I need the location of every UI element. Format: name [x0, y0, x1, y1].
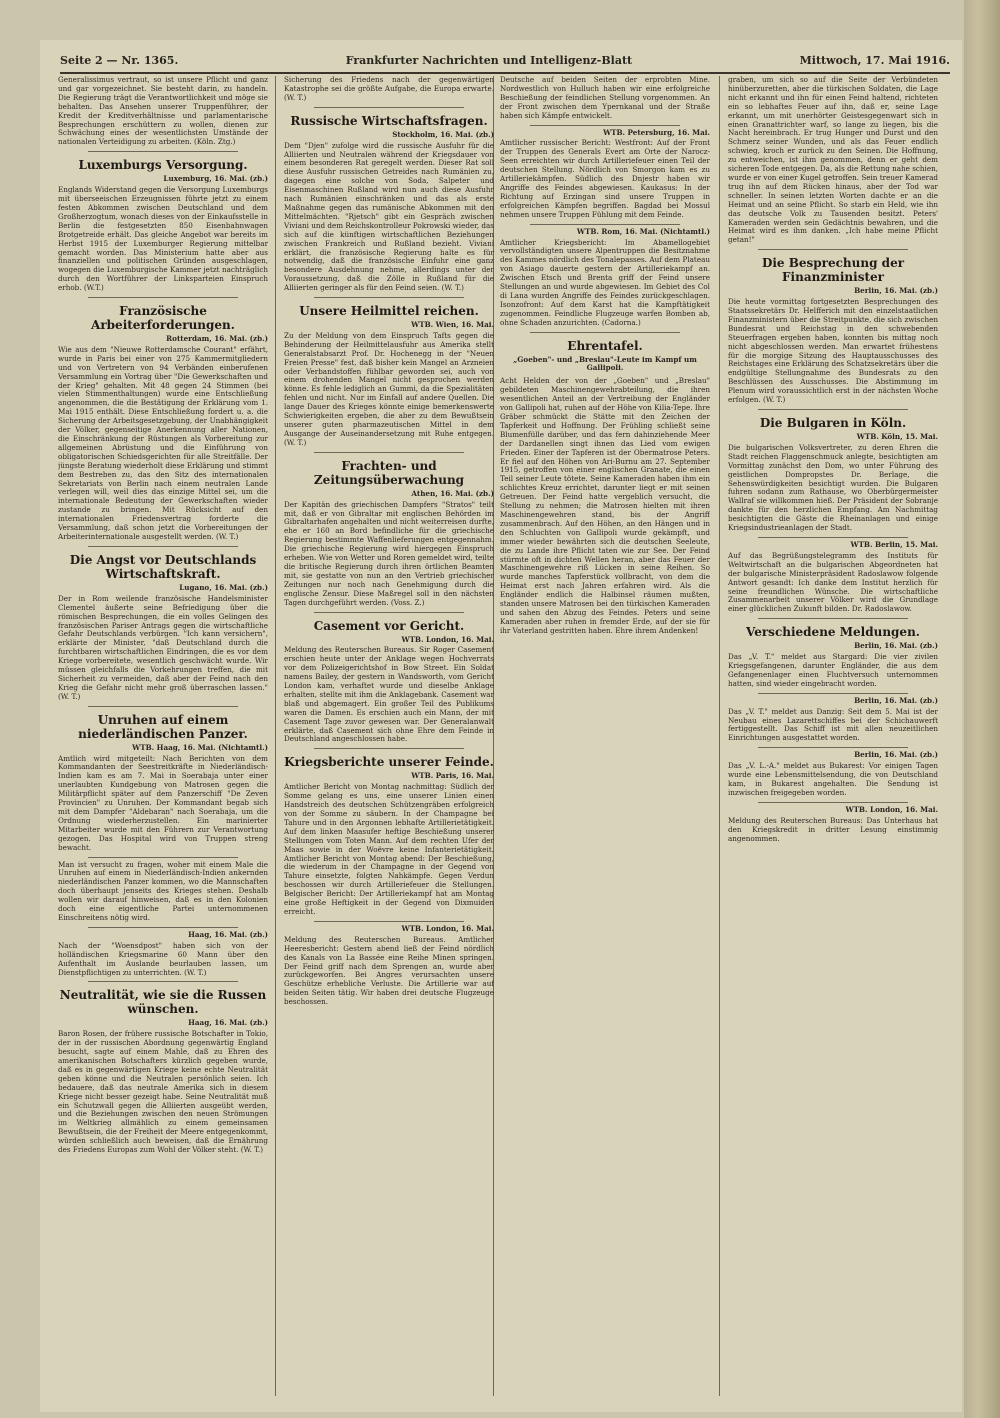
- page-edge: [964, 0, 1000, 1418]
- article-body: Deutsche auf beiden Seiten der erprobten Mine. Nordwestlich von Hulluch haben wir eine erfolgreiche Beschießung der feindlichen Stellung vorgenommen. An der Front zwischen dem Ypernkanal und der Straße haben sich Kämpfe entwickelt.: [500, 76, 710, 120]
- article-body: Meldung des Reuterschen Bureaus. Sir Roger Casement erschien heute unter der Anklage wegen Hochverrats vor dem Polizeigerichtshof in Bow Street. Ein Soldat namens Bailey, der gestern in Wandsworth, vom Gericht London kam, verhaftet wurde und dieselbe Anklage erhalten, stellte mit ihm die Anklagebank. Casement war blaß und abgemagert. Ein großer Teil des Publikums waren die Damen. Es erschien auch ein Mann, der mit Casement Tage zuvor gewesen war. Der Generalanwalt erklärte, daß Casement sich ohne Ehre dem Feinde in Deutschland angeschlossen habe.: [284, 645, 494, 744]
- article-separator: [530, 332, 680, 333]
- article: [728, 76, 938, 245]
- article-separator: [314, 748, 464, 749]
- article: [284, 755, 494, 917]
- article-dateline: WTB. Wien, 16. Mai.: [411, 320, 494, 330]
- column-rule: [719, 76, 720, 1396]
- article-dateline: WTB. Rom, 16. Mai. (Nichtamtl.): [576, 226, 710, 236]
- article: [500, 129, 710, 220]
- article-dateline: Luxemburg, 16. Mai. (zb.): [163, 174, 268, 184]
- article-body: graben, um sich so auf die Seite der Verbündeten hinüberzuretten, aber die türkischen Soldaten, die Lage nicht erkannt und ihn für einen Feind haltend, richteten ein so lebhaftes Feuer auf ihn, daß er, seine Lage erkannt, um mit unerhörter Geistesgegenwart sich in einen Granattrichter warf, so lange zu liegen, bis die Nacht hereinbrach. Er trug Hunger und Durst und den Schmerz seiner Wunden, und als das Feuer endlich schwieg, kroch er zurück zu den Seinen. Die Hoffnung, zu entweichen, ist ihm genommen, denn er geht dem sicheren Tode entgegen. Da, als die Rettung nahe schien, wurde er von einer Kugel getroffen. Sein treuer Kamerad trug ihn auf dem Rücken hinaus, aber der Tod war schneller. In seinen letzten Worten dachte er an die Heimat und an seine Pflicht. So starb ein Held, wie ihn das deutsche Volk zu Tausenden besitzt. Peters' Kameraden werden sein Gedächtnis bewahren, und die Heimat wird es ihm danken. „Ich habe meine Pflicht getan!": [728, 76, 938, 245]
- article-body: Acht Helden der von der „Goeben" und „Breslau" gebildeten Maschinengewehrabteilung, die ihren wesentlichen Anteil an der Vertreibung der Engländer von Gallipoli hat, ruhen auf der Höhe von Kilia-Tepe. Ihre Gräber schmückt die Stätte mit den Zeichen der Tapferkeit und Hoffnung. Der Frühling schließt seine Blumenfülle darüber, und das fern dahinziehende Meer der Dardanellen singt ihnen das Lied vom ewigen Frieden. Einer der Tapferen ist der Obermatrose Peters. Er fiel auf den Höhen von Ari-Burnu am 27. September 1915, getroffen von einer englischen Granate, die einen Teil seiner Leute tötete. Seine Kameraden haben ihm ein schlichtes Kreuz errichtet, darunter liegt er mit seinen Getreuen. Der Feind hatte vergeblich versucht, die Stellung zu nehmen; die Matrosen hielten mit ihren Maschinengewehren stand, bis der Angriff zusammenbrach. Auf den Höhen, an den Hängen und in den Schluchten von Gallipoli wurde gekämpft, und immer wieder bewährten sich die deutschen Seeleute, die zu Lande ihre Pflicht taten wie zur See. Der Feind stürmte oft in dichten Wellen heran, aber das Feuer der Maschinengewehre riß Lücken in seine Reihen. So wurde manches Tapferstück vollbracht, von dem die Heimat erst nach Jahren erfahren wird. Als die Engländer endlich die Halbinsel räumen mußten, standen unsere Matrosen bei den türkischen Kameraden und sahen den Abzug des Feindes. Peters und seine Kameraden aber ruhen in fremder Erde, auf der sie für ihr Vaterland gestritten haben. Ehre ihrem Andenken!: [500, 376, 710, 635]
- article-headline: Die Besprechung der Finanzminister: [761, 256, 905, 285]
- article-dateline: Haag, 16. Mai. (zb.): [188, 1018, 268, 1028]
- article-body: Amtlich wird mitgeteilt: Nach Berichten von dem Kommandanten der Seestreitkräfte in Niederländisch-Indien kam es am 7. Mai in Soerabaja unter einer unerlaubten Kundgebung von Matrosen gegen die Militärpflicht später auf dem Panzerschiff "De Zeven Provincien" zu Unruhen. Der Kommandant begab sich mit dem Dampfer "Aldebaran" nach Soerabaja, um die Ordnung wiederherzustellen. Ein marinierter Mitarbeiter wurde mit den Führern zur Verantwortung gezogen. Das Hospital wird von Truppen streng bewacht.: [58, 753, 268, 852]
- article-body: Generalissimus vertraut, so ist unsere Pflicht und ganz und gar vorgezeichnet. Sie besteht darin, zu handeln. Die Regierung trägt die Verantwortlichkeit und möge sie behalten. Das Ansehen unserer Truppenführer, der Kredit der Kreditverhältnisse und parlamentarische Besprechungen erschüttern zu wollen, dienen zur Schwächung eines der wesentlichsten Umstände der nationalen Verteidigung zu arbeiten. (Köln. Ztg.): [58, 76, 268, 147]
- article: [58, 861, 268, 923]
- article: [58, 931, 268, 978]
- article: [728, 625, 938, 689]
- article-body: Wie aus dem "Nieuwe Rotterdamsche Courant" erfährt, wurde in Paris bei einer von 275 Kammermitgliedern und von Vertretern von 94 Verbänden einberufenen Versammlung ein Vortrag über "Die Gewerkschaften und der Krieg" gehalten. Mit 48 gegen 24 Stimmen (bei vielen Stimmenthaltungen) wurde eine Entschließung angenommen, die die Bestätigung der Erklärung vom 1. Mai 1915 enthält. Diese Entschließung fordert u. a. die Sicherung der Arbeitsgesetzgebung, der Unabhängigkeit der Völker, gegenseitige Anerkennung aller Nationen, die Einschränkung der Rüstungen als Vorbereitung zur allgemeinen Abrüstung und die Einführung von obligatorischen Schiedsgerichten für alle Streitfälle. Der jüngste Beratung wiederholt diese Erklärung und stimmt dem Bestreben zu, das den Sitz des internationalen Sekretariats von Berlin nach einem neutralen Lande verlegen will, weil dies das einzige Mittel sei, um die internationale Bedeutung der Gewerkschaften wieder zustande zu bringen. Mit Rücksicht auf den internationalen Friedensvertrag forderte die Versammlung, daß schon jetzt die Vorbereitungen der Arbeiterinternationale ausgestellt werden. (W. T.): [58, 344, 268, 541]
- article-body: Die heute vormittag fortgesetzten Besprechungen des Staatssekretärs Dr. Helfferich mit den einzelstaatlichen Finanzministern über die Streitpunkte, die sich zwischen Bundesrat und Reichstag in den schwebenden Steuerfragen ergeben haben, konnten bis mittag noch nicht abgeschlossen werden. Man erwartet frühestens für die morgige Sitzung des Hauptausschusses des Reichstages eine Erklärung des Schatzsekretärs über die endgültige Stellungnahme des Bundesrats zu den Beschlüssen des Ausschusses. Die Abstimmung im Plenum wird voraussichtlich erst in der nächsten Woche erfolgen. (W. T.): [728, 297, 938, 405]
- article-separator: [314, 452, 464, 453]
- article-body: Der in Rom weilende französische Handelsminister Clementel äußerte seine Befriedigung über die römischen Besprechungen, die ein volles Gelingen des französischen Pariser Antrags gegen die wirtschaftliche Gefahr Deutschlands verbürgen. "Ich kann versichern", erklärte der Minister, "daß Deutschland durch die furchtbaren wirtschaftlichen Eindringen, die es vor dem Kriege vorbereitete, wesentlich geschwächt wurde. Wir müssen gleichfalls die Vorkehrungen treffen, die mit Sicherheit zu vermeiden, daß aber der Feind nach den Krieg die Gefahr nicht mehr groß überraschen lassen." (W. T.): [58, 593, 268, 701]
- article-subheadline: „Goeben"- und „Breslau"-Leute im Kampf um Gallipoli.: [513, 354, 697, 373]
- article: [58, 713, 268, 853]
- article-dateline: WTB. Köln, 15. Mai.: [856, 432, 938, 441]
- article-body: Der Kapitän des griechischen Dampfers "Stratos" teilt mit, daß er von Gibraltar mit englischen Behörden im Gibraltarhafen angehalten und nicht weiterreisen durfte, ehe er 160 an Bord befindliche für die griechische Regierung bestimmte Waffenlieferungen entgegennahm. Die griechische Regierung wird hiergegen Einspruch erheben. Wie von Wetter und Roren gemeldet wird, teilte die britische Regierung durch ihren örtlichen Beamten mit, sie gestatte von nun an den Vertrieb griechischer Zeitungen nur noch nach Genehmigung durch die englische Zensur. Diese Maßregel soll in den nächsten Tagen durchgeführt werden. (Voss. Z.): [284, 499, 494, 607]
- article-separator: [758, 409, 908, 410]
- article-dateline: WTB. Petersburg, 16. Mai.: [603, 127, 710, 137]
- article-dateline: Rotterdam, 16. Mai. (zb.): [166, 334, 268, 344]
- article-body: Meldung des Reuterschen Bureaus: Das Unterhaus hat den Kriegskredit in dritter Lesung einstimmig angenommen.: [728, 815, 938, 843]
- header-date: Mittwoch, 17. Mai 1916.: [799, 54, 950, 67]
- article-dateline: Stockholm, 16. Mai. (zb.): [392, 129, 494, 139]
- article-headline: Luxemburgs Versorgung.: [78, 158, 248, 173]
- article-body: Englands Widerstand gegen die Versorgung Luxemburgs mit überseeischen Erzeugnissen führte jetzt zu einem festen Abkommen zwischen Deutschland und dem Großherzogtum, wonach dieses von der Einkaufsstelle in Berlin die festgesetzten 850 Eisenbahnwagen Brotgetreide erhält. Das gleiche Angebot war bereits im Herbst 1915 der Luxemburger Regierung mittelbar gemacht worden. Das Ministerium hatte aber aus finanziellen und politischen Gründen ausgeschlagen, wogegen die Luxemburgische Kammer jetzt nachträglich durch den Wortführer der Linksparteien Einspruch erhob. (W.T.): [58, 185, 268, 293]
- article-separator: [314, 921, 464, 922]
- article: [500, 228, 710, 328]
- article-headline: Kriegsberichte unserer Feinde.: [284, 755, 494, 770]
- header-page-number: Seite 2 — Nr. 1365.: [60, 54, 179, 67]
- article-dateline: Berlin, 16. Mai. (zb.): [854, 641, 938, 651]
- article-body: Das „V. T." meldet aus Danzig: Seit dem 5. Mai ist der Neubau eines Lazarettschiffes bei der Schichauwerft fertiggestellt. Das Schiff ist mit allen neuzeitlichen Einrichtungen ausgestattet worden.: [728, 706, 938, 743]
- article: [58, 76, 268, 147]
- article-separator: [758, 693, 908, 694]
- column-4: [728, 76, 938, 1406]
- article: [728, 541, 938, 614]
- article-headline: Frachten- und Zeitungsüberwachung: [313, 458, 465, 487]
- article-body: Zu der Meldung von dem Einspruch Tafts gegen die Behinderung der Heilmittelausfuhr aus Amerika stellt Generalstabsarzt Prof. Dr. Hochenegg in der "Neuen Freien Presse" fest, daß bisher kein Mangel an Arzneien oder Verbandstoffen fühlbar geworden sei, auch von einem drohenden Mangel nicht gesprochen werden könne. Es fehle lediglich an Gummi, da die Spezialitäten fehlen und nicht. Nur im Einfall auf andere Quellen. Die lange Dauer des Krieges könnte einige bemerkenswerte Schwierigkeiten ergeben, die aber zu dem Bewußtsein unserer guten pharmazeutischen Mittel in dem Ausgange der Auseinandersetzung mit Ruhe entgegen. (W. T.): [284, 330, 494, 447]
- article-body: Amtlicher russischer Bericht: Westfront: Auf der Front der Truppen des Generals Evert am Orte der Narocz-Seen erreichten wir durch Artilleriefeuer einen Teil der deutschen Stellung. Nördlich von Smorgon kam es zu Artilleriekämpfen. Südlich des Dnjestr haben wir Angriffe des Feindes abgewiesen. Kaukasus: In der Richtung auf Erzingan sind unsere Truppen in erfolgreichen Kämpfen begriffen. Bagdad bei Mossul nehmen unsere Truppen Fühlung mit dem Feinde.: [500, 138, 710, 219]
- article-headline: Die Bulgaren in Köln.: [759, 416, 907, 430]
- article: [728, 806, 938, 844]
- article: [500, 339, 710, 636]
- article-separator: [88, 927, 238, 928]
- article-separator: [758, 747, 908, 748]
- article-headline: Unsere Heilmittel reichen.: [299, 304, 479, 319]
- article-separator: [88, 981, 238, 982]
- article: [284, 304, 494, 448]
- article-body: Amtlicher Kriegsbericht: Im Abamellogebiet vervollständigten unsere Alpentruppen die Besitznahme des Kammes nördlich des Tonalepasses. Auf dem Plateau von Asiago dauerte gestern der Artilleriekampf an. Zwischen Etsch und Brenta griff der Feind unsere Stellungen an und wurde abgewiesen. Im Gebiet des Col di Lana wurden Angriffe des Feindes zurückgeschlagen. Isonzofront: Auf dem Karst hat die Kampftätigkeit zugenommen. Feindliche Flugzeuge warfen Bomben ab, ohne Schaden anzurichten. (Cadorna.): [500, 237, 710, 327]
- article-separator: [314, 612, 464, 613]
- article-separator: [758, 249, 908, 250]
- article-dateline: WTB. London, 16. Mai.: [845, 804, 938, 814]
- article: [284, 114, 494, 293]
- article-dateline: WTB. Berlin, 15. Mai.: [850, 539, 938, 549]
- article-headline: Verschiedene Meldungen.: [746, 625, 920, 640]
- article: [58, 553, 268, 702]
- article: [284, 925, 494, 1007]
- article-dateline: Berlin, 16. Mai. (zb.): [854, 286, 938, 296]
- article: [728, 256, 938, 405]
- article-body: Sicherung des Friedens nach der gegenwärtigen Katastrophe sei die größte Aufgabe, die Europa erwarte. (W. T.): [284, 76, 494, 102]
- article-dateline: Berlin, 16. Mai. (zb.): [854, 750, 938, 760]
- article-separator: [758, 802, 908, 803]
- article-body: Auf das Begrüßungstelegramm des Instituts für Weltwirtschaft an die bulgarischen Abgeordneten hat der bulgarische Ministerpräsident Radoslawow folgende Antwort gesandt: Ich danke dem Institut herzlich für seine freundlichen Wünsche. Die wirtschaftliche Zusammenarbeit unserer Völker wird die Grundlage einer glücklichen Zukunft bilden. Dr. Radoslawow.: [728, 550, 938, 614]
- article-body: Das „V. T." meldet aus Stargard: Die vier zivilen Kriegsgefangenen, darunter Engländer, die aus dem Gefangenenlager einen Fluchtversuch unternommen hatten, sind wieder eingebracht worden.: [728, 652, 938, 688]
- article-separator: [88, 297, 238, 298]
- article-separator: [530, 224, 680, 225]
- article-body: Meldung des Reuterschen Bureaus. Amtlicher Heeresbericht: Gestern abend ließ der Feind nördlich des Kanals von La Bassée eine Reihe Minen springen. Der Feind griff nach dem Sprengen an, wurde aber zurückgeworfen. Bei Angres verursachten unsere Geschütze erhebliche Verluste. Die Artillerie war auf beiden Seiten tätig. Wir haben drei deutsche Flugzeuge beschossen.: [284, 934, 494, 1007]
- article-body: Man ist versucht zu fragen, woher mit einem Male die Unruhen auf einem in Niederländisch-Indien ankernden niederländischen Panzer kommen, wo die Mannschaften doch überhaupt jenseits des Krieges stehen. Deshalb wollen wir darauf hinweisen, daß es in den Kolonien doch eine eigentliche Partei unternommenen Einschreitens nötig wird.: [58, 859, 268, 922]
- article: [58, 988, 268, 1155]
- article-body: Das „V. L.-A." meldet aus Bukarest: Vor einigen Tagen wurde eine Lebensmittelsendung, die von Deutschland kam, in Bukarest angehalten. Die Sendung ist inzwischen freigegeben worden.: [728, 761, 938, 797]
- article-separator: [88, 546, 238, 547]
- article-headline: Neutralität, wie sie die Russen wünschen.: [59, 988, 267, 1017]
- article-separator: [530, 125, 680, 126]
- article-body: Dem "Djen" zufolge wird die russische Ausfuhr für die Alliierten und Neutralen während der Kriegsdauer von einem besonderen Rat geregelt werden. Dieser Rat soll diese Ausfuhr russischen Getreides nach Rumänien zu, dagegen eine solche von Soda, Salpeter und Eisenmaschinen Rußland wird nun auch diese Ausfuhr nach Rumänien einschränken und das als erste Maßnahme gegen das rumänische Abkommen mit den Mittelmächten. "Rjetsch" gibt ein Gespräch zwischen Viviani und dem Reichskontrolleur Pokrowski wieder, das sich auf die künftigen wirtschaftlichen Beziehungen zwischen Frankreich und Rußland bezieht. Viviani erklärt, die französische Regierung halte es für notwendig, daß die französische Einfuhr eine ganz besondere Ausdehnung nehme, allerdings unter der Voraussetzung, daß die Zölle in Rußland für die Alliierten geringer als für den Feind seien. (W. T.): [284, 140, 494, 293]
- article: [500, 76, 710, 121]
- column-1: [58, 76, 268, 1406]
- article-separator: [314, 107, 464, 108]
- article-headline: Französische Arbeiterforderungen.: [91, 304, 235, 333]
- article-dateline: Haag, 16. Mai. (zb.): [188, 929, 268, 939]
- article-headline: Russische Wirtschaftsfragen.: [290, 113, 488, 128]
- column-2: [284, 76, 494, 1406]
- article-dateline: WTB. London, 16. Mai.: [401, 634, 494, 644]
- article: [284, 76, 494, 103]
- column-3: [500, 76, 710, 1406]
- article: [284, 459, 494, 608]
- article: [728, 416, 938, 533]
- article: [728, 697, 938, 744]
- article-body: Baron Rosen, der frühere russische Botschafter in Tokio, der in der russischen Abordnung gegenwärtig England besucht, sagte auf einem Mahle, daß zu Ehren des amerikanischen Botschafters kürzlich gegeben wurde, daß es in gegenwärtigen Kriege keine echte Neutralität geben könne und die Neutralen persönlich seien. Ich bedauere, daß das neutrale Amerika sich in diesem Kriege nicht besser gezeigt habe. Seine Neutralität muß ein Schutzwall gegen die Alliierten ausgeübt werden, und die Beziehungen zwischen den neuen Strömungen im Weltkrieg allmählich zu einem gemeinsamen Bewußtsein, die der Freiheit der Meere entgegenkommt, würden schließlich auch beweisen, daß die Ernährung des Friedens Europas zum Wohl der Völker steht. (W. T.): [58, 1029, 268, 1155]
- page-header: [60, 54, 950, 74]
- article-separator: [88, 151, 238, 152]
- article-dateline: WTB. Paris, 16. Mai.: [411, 771, 494, 781]
- article-dateline: WTB. London, 16. Mai.: [401, 923, 494, 933]
- article-body: Die bulgarischen Volksvertreter, zu deren Ehren die Stadt reichen Flaggenschmuck anlegte, besichtigten am Vormittag zunächst den Dom, wo unter Führung des geistlichen Dompropstes Dr. Berlage, die Sehenswürdigkeiten besichtigt wurden. Die Bulgaren fuhren sodann zum Rathause, wo Oberbürgermeister Wallraf sie willkommen hieß. Der Präsident der Sobranje dankte für den herzlichen Empfang. Am Nachmittag besichtigten die Gäste die Rheinanlagen und einige Kriegsindustrieanlagen der Stadt.: [728, 442, 938, 533]
- article-separator: [758, 537, 908, 538]
- article-separator: [88, 706, 238, 707]
- article-headline: Die Angst vor Deutschlands Wirtschaftskraft.: [69, 552, 257, 581]
- article-headline: Casement vor Gericht.: [313, 618, 465, 633]
- article-body: Amtlicher Bericht von Montag nachmittag: Südlich der Somme gelang es uns, eine unserer Linien einen Handstreich des deutschen Schützengräben erfolgreich von der Somme zu säubern. In der Champagne bei Tahure und in den Argonnen lebhafte Artillerietätigkeit. Auf dem linken Maasufer heftige Beschießung unserer Stellungen vom Toten Mann. Auf dem rechten Ufer der Maas sowie in der Woëvre keine Infanterietätigkeit. Amtlicher Bericht von Montag abend: Der Beschießung, die wiederum in der Champagne in der Gegend von Tahure einsetzte, folgten Nahkämpfe. Gegen Verdun beschossen wir durch Artilleriefeuer die Stellungen. Belgischer Bericht: Der Artilleriekampf hat am Montag eine große Heftigkeit in der Gegend von Dixmuiden erreicht.: [284, 782, 494, 916]
- article: [58, 158, 268, 293]
- article-separator: [88, 857, 238, 858]
- article: [58, 304, 268, 542]
- article-dateline: Lugano, 16. Mai. (zb.): [179, 582, 268, 592]
- column-rule: [275, 76, 276, 1396]
- article-separator: [314, 297, 464, 298]
- article-headline: Ehrentafel.: [567, 338, 643, 353]
- article-body: Nach der "Woensdpost" haben sich von der holländischen Kriegsmarine 60 Mann über den Aufenthalt im Auslande beurlauben lassen, um Dienstpflichtigen zu unterrichten. (W. T.): [58, 940, 268, 977]
- article-headline: Unruhen auf einem niederländischen Panzer.: [78, 712, 248, 741]
- masthead: Frankfurter Nachrichten und Intelligenz-Blatt: [345, 54, 633, 67]
- article: [728, 751, 938, 798]
- article: [284, 619, 494, 745]
- article-dateline: Berlin, 16. Mai. (zb.): [854, 695, 938, 705]
- article-dateline: WTB. Haag, 16. Mai. (Nichtamtl.): [132, 742, 268, 752]
- article-dateline: Athen, 16. Mai. (zb.): [411, 488, 494, 498]
- article-separator: [758, 618, 908, 619]
